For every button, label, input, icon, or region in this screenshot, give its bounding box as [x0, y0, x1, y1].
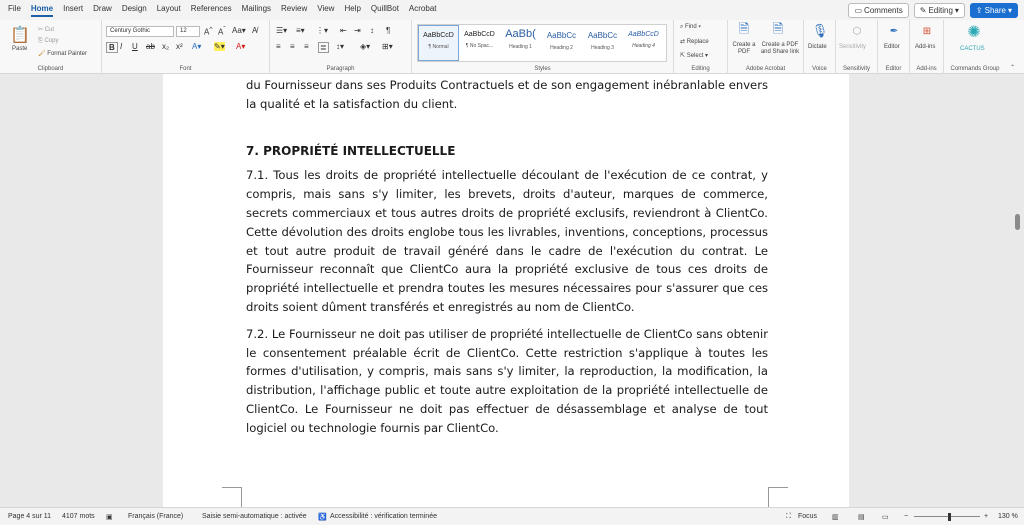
section-heading: 7. PROPRIÉTÉ INTELLECTUELLE	[246, 143, 456, 158]
cut-button[interactable]: ✂ Cut	[38, 27, 55, 33]
lead-paragraph: du Fournisseur dans ses Produits Contractuels et de son engagement inébranlable envers la qualité et la satisfaction du client.	[246, 78, 769, 111]
grow-font-button[interactable]: A^	[204, 26, 213, 37]
format-painter-button[interactable]: 🖌 Format Painter	[38, 51, 87, 57]
commands-group	[944, 20, 1006, 74]
numbering-icon[interactable]: ≡▾	[296, 26, 305, 35]
styles-label: Styles	[534, 66, 551, 72]
tab-view[interactable]: View	[317, 4, 335, 13]
increase-indent-icon[interactable]: ⇥	[354, 26, 361, 35]
accessibility-icon: ♿	[318, 514, 327, 521]
superscript-button[interactable]: x²	[176, 42, 183, 51]
vertical-scrollbar-thumb[interactable]	[1015, 214, 1020, 230]
create-pdf-button[interactable]: Create a PDF	[732, 42, 756, 55]
tab-insert[interactable]: Insert	[63, 4, 84, 13]
addins-button[interactable]: Add-ins	[915, 44, 936, 50]
paragraph-7-1: 7.1. Tous les droits de propriété intellectuelle découlant de l'exécution de ce contrat, y compris, mais sans s'y limiter, les brevets, droits d'auteur, marques de commerce, secrets commerciaux et tous autres droits de propriété exclusifs, reviendront à ClientCo. Cette dévolution des droits englobe tous les livrables, inventions, conceptions, processus et tout autre produit de travail généré dans le cadre de l'exécution du contrat. Le Fournisseur reconnaît que ClientCo aura la propriété exclusive de tous ces droits de propriété intellectuelle et prendra toutes les mesures nécessaires pour s'assurer que ces droits soient dûment transférés et enregistrés au nom de ClientCo.	[246, 168, 768, 314]
document-area	[0, 74, 1024, 507]
sensitivity-label: Sensitivity	[842, 66, 870, 72]
print-layout-icon[interactable]: ▤	[858, 514, 865, 521]
page-count[interactable]: Page 4 sur 11	[8, 513, 52, 520]
editing-group	[674, 20, 728, 74]
zoom-slider-thumb[interactable]	[948, 513, 951, 521]
pencil-icon: ✎	[919, 6, 927, 15]
comments-button[interactable]: ▭ Comments	[848, 3, 908, 18]
decrease-indent-icon[interactable]: ⇤	[340, 26, 347, 35]
tab-review[interactable]: Review	[281, 4, 308, 13]
editor-button[interactable]: Editor	[884, 44, 900, 50]
commands-label: Commands Group	[950, 66, 1000, 72]
shrink-font-button[interactable]: $A^ˇ$	[218, 26, 226, 37]
paste-icon[interactable]: 📋	[10, 27, 30, 44]
pilcrow-icon[interactable]: ¶	[386, 26, 391, 35]
zoom-out-icon[interactable]: −	[904, 513, 909, 520]
highlight-button[interactable]: ✎▾	[214, 42, 225, 51]
align-right-icon[interactable]: ≡	[304, 42, 309, 51]
autosave-status[interactable]: Saisie semi-automatique : activée	[202, 513, 307, 520]
style-heading-3[interactable]: AaBbCc Heading 3	[587, 31, 618, 51]
menu-tabs	[8, 4, 447, 17]
shading-icon[interactable]: ◈▾	[360, 42, 371, 51]
tab-acrobat[interactable]: Acrobat	[408, 4, 437, 13]
word-count[interactable]: 4107 mots	[62, 513, 95, 520]
tab-home[interactable]: Home	[31, 4, 53, 17]
editing-mode-button[interactable]: ✎ Editing ▾	[914, 3, 965, 18]
margin-marker-left	[222, 487, 242, 507]
clear-format-icon[interactable]: A̸	[252, 26, 258, 35]
document-content[interactable]	[246, 74, 768, 438]
pdf-share-icon[interactable]: 🗎	[772, 21, 784, 36]
chevron-down-icon: ▾	[1007, 6, 1012, 15]
bold-button[interactable]: B	[106, 42, 118, 53]
underline-button[interactable]: U	[132, 42, 138, 51]
chevron-down-icon: ▾	[954, 6, 959, 15]
acrobat-label: Adobe Acrobat	[745, 66, 786, 72]
share-icon: ⇪	[975, 6, 983, 15]
clipboard-group	[0, 20, 102, 74]
align-center-icon[interactable]: ≡	[290, 42, 295, 51]
tab-draw[interactable]: Draw	[93, 4, 112, 13]
italic-button[interactable]: I	[120, 42, 123, 51]
menu-bar	[0, 0, 1024, 20]
replace-icon: ⇄	[680, 39, 687, 45]
bullets-icon[interactable]: ☰▾	[276, 26, 288, 35]
sensitivity-button[interactable]: Sensitivity	[839, 44, 867, 50]
share-button[interactable]: ⇪ Share ▾	[970, 3, 1018, 18]
zoom-in-icon[interactable]: +	[984, 513, 989, 520]
font-label: Font	[179, 66, 192, 72]
voice-group	[804, 20, 836, 74]
zoom-slider[interactable]	[914, 516, 980, 517]
comment-icon: ▭	[854, 6, 863, 15]
subscript-button[interactable]: x₂	[162, 42, 170, 51]
style-heading-1[interactable]: AaBb( Heading 1	[505, 28, 536, 50]
replace-button[interactable]: ⇄ Replace	[680, 39, 709, 45]
editing-label: Editing	[691, 66, 710, 72]
tab-file[interactable]: File	[8, 4, 21, 13]
voice-label: Voice	[812, 66, 827, 72]
line-spacing-icon[interactable]: ↕▾	[336, 42, 345, 51]
find-button[interactable]: ⌕ Find ▾	[680, 24, 701, 30]
multilevel-icon[interactable]: ⋮▾	[316, 26, 329, 35]
accessibility-status[interactable]: Accessibilité : vérification terminée	[330, 513, 437, 520]
style-heading-4[interactable]: AaBbCcD Heading 4	[628, 31, 659, 49]
ribbon	[0, 20, 1024, 74]
tab-design[interactable]: Design	[121, 4, 147, 13]
justify-icon[interactable]: ≣	[320, 43, 327, 52]
cursor-icon: ⇱	[680, 53, 687, 59]
pdf-icon[interactable]: 🗎	[738, 21, 750, 36]
change-case-button[interactable]: Aa▾	[232, 26, 246, 35]
paragraph-7-2: 7.2. Le Fournisseur ne doit pas utiliser de propriété intellectuelle de ClientCo sans obtenir le consentement préalable écrit de ClientCo. Cette restriction s'applique à toutes les formes d'utilisation, y compris, mais sans s'y limiter, la reproduction, la modification, la distribution, l'affichage public et toute autre exploitation de la propriété intellectuelle de ClientCo. Le Fournisseur ne doit pas effectuer de désassemblage et analyse de tout logiciel ou technologie fournis par ClientCo.	[246, 326, 768, 435]
font-size-select[interactable]: 12	[176, 26, 200, 37]
read-mode-icon[interactable]: ▥	[832, 514, 839, 521]
tab-mailings[interactable]: Mailings	[241, 4, 272, 13]
borders-icon[interactable]: ⊞▾	[382, 42, 393, 51]
cactus-logo-icon[interactable]: ✺	[967, 24, 981, 41]
zoom-level[interactable]: 130 %	[998, 513, 1018, 520]
style-normal[interactable]: AaBbCcD ¶ Normal	[418, 25, 459, 61]
cactus-brand: CACTUS	[960, 46, 985, 52]
focus-button[interactable]: Focus	[798, 513, 818, 520]
language-indicator[interactable]: Français (France)	[128, 513, 184, 520]
editor-label: Editor	[885, 66, 902, 72]
font-color-button[interactable]: A▾	[236, 42, 246, 51]
margin-marker-right	[768, 487, 788, 507]
font-group	[102, 20, 270, 74]
addins-label: Add-ins	[916, 66, 937, 72]
editor-pen-icon[interactable]: ✒	[889, 25, 899, 37]
editor-group	[878, 20, 910, 74]
focus-icon: ⛶	[786, 513, 791, 520]
styles-gallery	[417, 24, 667, 62]
sort-icon[interactable]: ↕	[370, 26, 374, 35]
collapse-ribbon-icon[interactable]: ⌃	[1010, 65, 1016, 71]
style-no-spacing[interactable]: AaBbCcD ¶ No Spac...	[464, 31, 495, 49]
clipboard-label: Clipboard	[37, 66, 64, 72]
create-pdf-share-button[interactable]: Create a PDF and Share link	[760, 42, 800, 55]
text-effects-button[interactable]: A▾	[192, 42, 202, 51]
style-heading-2[interactable]: AaBbCc Heading 2	[546, 31, 577, 51]
status-bar	[0, 507, 1024, 525]
brush-icon: 🖌	[38, 51, 48, 57]
paragraph-label: Paragraph	[326, 66, 355, 72]
sensitivity-group	[836, 20, 878, 74]
strikethrough-button[interactable]: ab	[146, 42, 155, 51]
tab-layout[interactable]: Layout	[156, 4, 181, 13]
paste-button[interactable]: Paste	[12, 46, 28, 52]
proofing-icon[interactable]: ▣	[106, 514, 113, 521]
scissors-icon: ✂	[38, 27, 45, 33]
copy-icon: ⎘	[38, 38, 45, 44]
acrobat-group	[728, 20, 804, 74]
sensitivity-icon[interactable]: ⬡	[852, 25, 862, 37]
tab-references[interactable]: References	[190, 4, 232, 13]
font-name-select[interactable]: Century Gothic	[106, 26, 174, 37]
tab-help[interactable]: Help	[344, 4, 361, 13]
copy-button[interactable]: ⎘ Copy	[38, 38, 59, 44]
addins-group	[910, 20, 944, 74]
microphone-icon[interactable]: 🎙	[811, 23, 829, 38]
dictate-button[interactable]: Dictate	[808, 44, 827, 50]
select-button[interactable]: ⇱ Select ▾	[680, 53, 709, 59]
paragraph-group	[270, 20, 412, 74]
align-left-icon[interactable]: ≡	[276, 42, 281, 51]
addins-grid-icon[interactable]: ⊞	[922, 25, 932, 37]
search-icon: ⌕	[680, 24, 686, 30]
tab-quillbot[interactable]: QuillBot	[370, 4, 399, 13]
web-layout-icon[interactable]: ▭	[882, 514, 889, 521]
